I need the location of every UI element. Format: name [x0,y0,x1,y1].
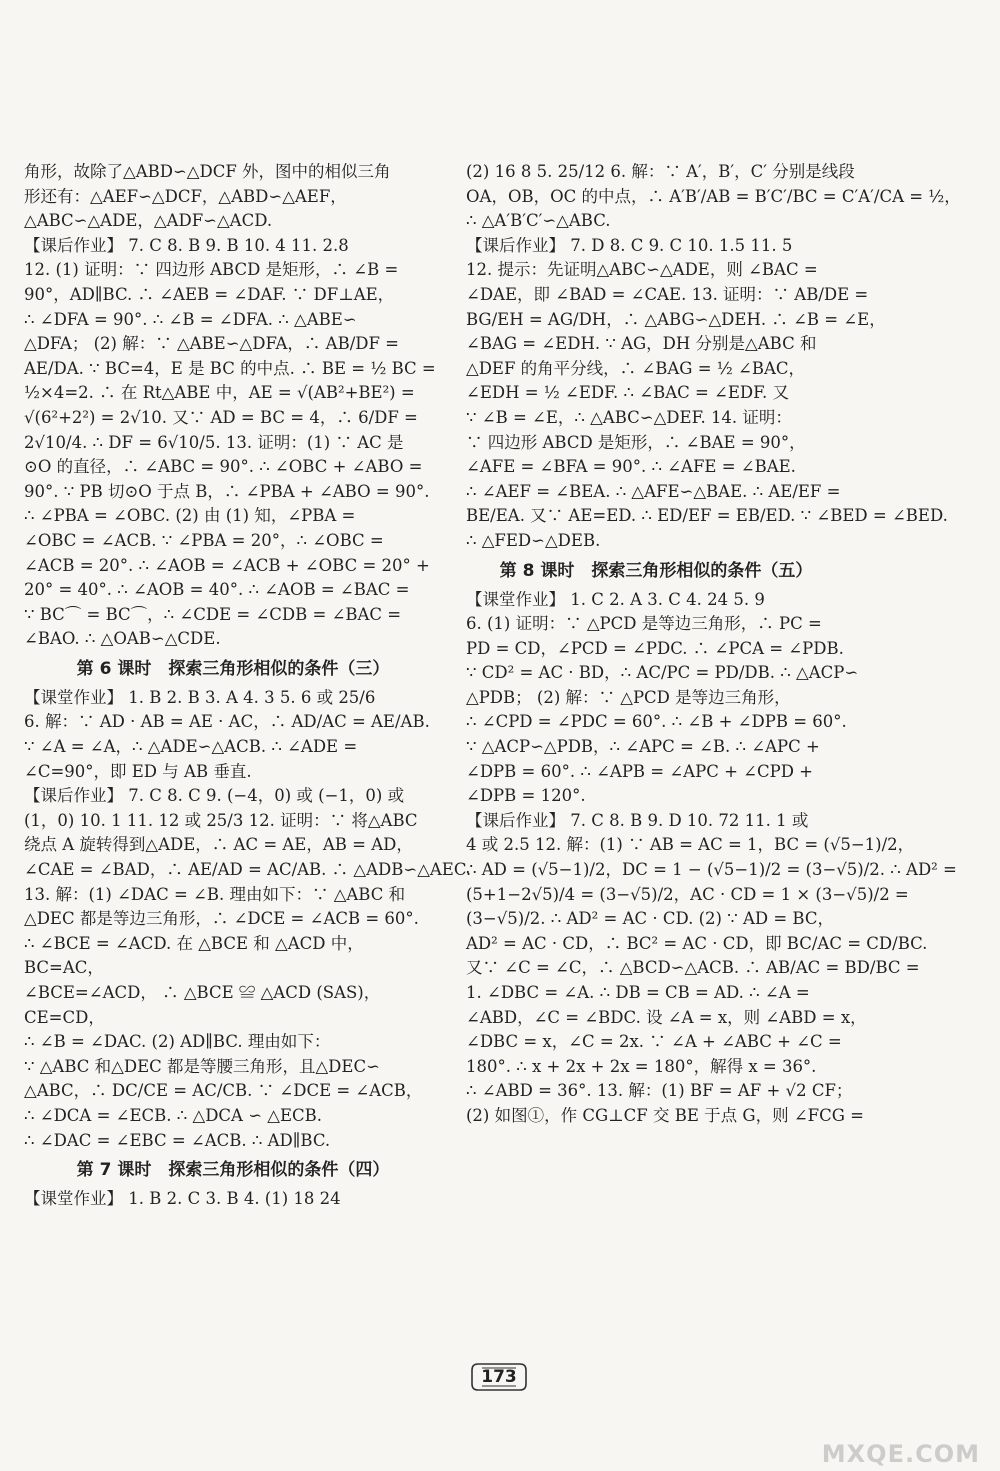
text-line: ∴ ∠CPD = ∠PDC = 60°. ∴ ∠B + ∠DPB = 60°. [466,712,847,732]
section-heading: 第 6 课时 探索三角形相似的条件（三） [76,658,390,679]
page-number-badge [470,1362,528,1392]
text-line: AD² = AC · CD，∴ BC² = AC · CD，即 BC/AC = CD/BC. [466,933,928,953]
text-line: 90°. ∵ PB 切⊙O 于点 B，∴ ∠PBA + ∠ABO = 90°. [24,481,430,501]
text-line: 13. 解：(1) ∠DAC = ∠B. 理由如下：∵ △ABC 和 [24,884,406,904]
text-line: 6. 解：∵ AD · AB = AE · AC，∴ AD/AC = AE/AB. [24,712,430,732]
text-line: ∠DPB = 120°. [466,786,586,806]
text-line: ∴ ∠DCA = ∠ECB. ∴ △DCA ∽ △ECB. [24,1105,323,1125]
text-line: ½×4=2. ∴ 在 Rt△ABE 中，AE = √(AB²+BE²) = [24,383,415,403]
watermark-text: MXQE.COM [821,1440,980,1468]
text-line: 【课后作业】 7. C 8. B 9. B 10. 4 11. 2.8 [24,235,349,255]
left-column [24,160,472,1212]
text-line: OA，OB，OC 的中点，∴ A′B′/AB = B′C′/BC = C′A′/CA = ½， [466,186,961,206]
text-line: 【课堂作业】 1. B 2. C 3. B 4. (1) 18 24 [24,1189,341,1209]
text-line: 12. (1) 证明：∵ 四边形 ABCD 是矩形，∴ ∠B = [24,260,399,280]
text-line: ∵ △ABC 和△DEC 都是等腰三角形，且△DEC∽ [24,1056,380,1076]
text-line: ∴ ∠B = ∠DAC. (2) AD∥BC. 理由如下： [24,1032,331,1052]
text-line: ∠CAE = ∠BAD，∴ AE/AD = AC/AB. ∴ △ADB∽△AEC. [24,860,472,880]
text-line: √(6²+2²) = 2√10. 又∵ AD = BC = 4，∴ 6/DF = [24,407,418,427]
text-line: ∠OBC = ∠ACB. ∵ ∠PBA = 20°，∴ ∠OBC = [24,530,384,550]
text-line: 【课堂作业】 1. C 2. A 3. C 4. 24 5. 9 [466,589,765,609]
text-line: (2) 如图①，作 CG⊥CF 交 BE 于点 G，则 ∠FCG = [466,1105,864,1125]
text-line: ∠EDH = ½ ∠EDF. ∴ ∠BAC = ∠EDF. 又 [466,383,790,403]
text-line: △ABC∽△ADE，△ADF∽△ACD. [24,211,273,231]
text-line: 【课堂作业】 1. B 2. B 3. A 4. 3 5. 6 或 25/6 [24,687,376,707]
text-line: (2) 16 8 5. 25/12 6. 解：∵ A′，B′，C′ 分别是线段 [466,162,855,181]
text-line: 6. (1) 证明：∵ △PCD 是等边三角形，∴ PC = [466,614,822,634]
text-line: ∵ CD² = AC · BD，∴ AC/PC = PD/DB. ∴ △ACP∽ [466,663,859,683]
text-line: 12. 提示：先证明△ABC∽△ADE，则 ∠BAC = [466,260,818,280]
text-line: AE/DA. ∵ BC=4，E 是 BC 的中点. ∴ BE = ½ BC = [24,358,436,378]
text-line: ∵ △ACP∽△PDB，∴ ∠APC = ∠B. ∴ ∠APC + [466,737,820,757]
text-line: 90°，AD∥BC. ∴ ∠AEB = ∠DAF. ∵ DF⊥AE， [24,284,395,304]
text-line: ∴ ∠DAC = ∠EBC = ∠ACB. ∴ AD∥BC. [24,1130,331,1150]
text-line: ∴ ∠AEF = ∠BEA. ∴ △AFE∽△BAE. ∴ AE/EF = [466,481,841,501]
text-line: ∠BAO. ∴ △OAB∽△CDE. [24,629,221,649]
text-line: 角形，故除了△ABD∽△DCF 外，图中的相似三角 [24,162,391,181]
text-line: ∴ ∠DFA = 90°. ∴ ∠B = ∠DFA. ∴ △ABE∽ [24,309,357,329]
text-line: BE/EA. 又∵ AE=ED. ∴ ED/EF = EB/ED. ∵ ∠BED = ∠BED. [466,506,948,526]
text-line: ∵ ∠B = ∠E，∴ △ABC∽△DEF. 14. 证明： [466,407,792,427]
text-line: ∴ △FED∽△DEB. [466,530,601,550]
text-line: △DFA； (2) 解：∵ △ABE∽△DFA，∴ AB/DF = [24,334,399,354]
text-line: ∴ ∠PBA = ∠OBC. (2) 由 (1) 知，∠PBA = [24,506,356,526]
text-line: ∴ △A′B′C′∽△ABC. [466,211,611,231]
text-line: ∠BCE=∠ACD， ∴ △BCE ≌ △ACD (SAS)， [24,983,381,1002]
text-line: △PDB； (2) 解：∵ △PCD 是等边三角形， [466,687,791,707]
text-line: ∠C=90°，即 ED 与 AB 垂直. [24,761,252,781]
text-line: 绕点 A 旋转得到△ADE，∴ AC = AE，AB = AD， [24,835,413,855]
text-line: 4 或 2.5 12. 解：(1) ∵ AB = AC = 1，BC = (√5−1)/2， [466,835,915,855]
text-line: 2√10/4. ∴ DF = 6√10/5. 13. 证明：(1) ∵ AC 是 [24,432,404,452]
text-line: 1. ∠DBC = ∠A. ∴ DB = CB = AD. ∴ ∠A = [466,983,810,1002]
text-line: ⊙O 的直径，∴ ∠ABC = 90°. ∴ ∠OBC + ∠ABO = [24,457,423,477]
right-column [466,160,961,1129]
text-line: 【课后作业】 7. C 8. C 9. (−4，0) 或 (−1，0) 或 [24,786,405,806]
text-line: ∵ 四边形 ABCD 是矩形，∴ ∠BAE = 90°， [466,432,806,452]
text-line: 20° = 40°. ∴ ∠AOB = 40°. ∴ ∠AOB = ∠BAC = [24,580,410,600]
text-line: △DEF 的角平分线，∴ ∠BAG = ½ ∠BAC， [466,358,805,378]
text-line: ∴ ∠ABD = 36°. 13. 解：(1) BF = AF + √2 CF； [466,1081,853,1101]
text-line: △ABC，∴ DC/CE = AC/CB. ∵ ∠DCE = ∠ACB， [24,1081,423,1101]
watermark [760,1410,980,1468]
text-line: ∴ ∠BCE = ∠ACD. 在 △BCE 和 △ACD 中， [24,933,364,953]
text-line: ∴ AD = (√5−1)/2，DC = 1 − (√5−1)/2 = (3−√5)/2. ∴ AD² = [466,860,957,880]
text-line: CE=CD， [24,1007,105,1027]
text-line: ∵ BC⌒ = BC⌒，∴ ∠CDE = ∠CDB = ∠BAC = [24,604,402,624]
page-number: 173 [481,1367,517,1387]
text-line: 【课后作业】 7. C 8. B 9. D 10. 72 11. 1 或 [466,810,809,830]
text-line: ∠DBC = x，∠C = 2x. ∵ ∠A + ∠ABC + ∠C = [466,1032,842,1052]
text-line: BC=AC， [24,958,104,978]
section-heading: 第 8 课时 探索三角形相似的条件（五） [499,560,813,581]
text-line: 【课后作业】 7. D 8. C 9. C 10. 1.5 11. 5 [466,235,793,255]
text-line: ∠DPB = 60°. ∴ ∠APB = ∠APC + ∠CPD + [466,761,813,781]
text-line: (5+1−2√5)/4 = (3−√5)/2，AC · CD = 1 × (3−√5)/2 = [466,884,909,904]
text-line: 又∵ ∠C = ∠C，∴ △BCD∽△ACB. ∴ AB/AC = BD/BC = [466,958,920,978]
text-line: ∠ABD，∠C = ∠BDC. 设 ∠A = x，则 ∠ABD = x， [466,1007,867,1027]
text-line: ∠BAG = ∠EDH. ∵ AG，DH 分别是△ABC 和 [466,334,817,354]
text-line: ∠DAE，即 ∠BAD = ∠CAE. 13. 证明：∵ AB/DE = [466,284,869,304]
text-line: PD = CD，∠PCD = ∠PDC. ∴ ∠PCA = ∠PDB. [466,638,844,658]
text-line: ∠AFE = ∠BFA = 90°. ∴ ∠AFE = ∠BAE. [466,457,796,477]
text-line: BG/EH = AG/DH，∴ △ABG∽△DEH. ∴ ∠B = ∠E， [466,309,886,329]
text-line: △DEC 都是等边三角形，∴ ∠DCE = ∠ACB = 60°. [24,909,419,929]
text-line: ∠ACB = 20°. ∴ ∠AOB = ∠ACB + ∠OBC = 20° + [24,555,430,575]
text-line: (1，0) 10. 1 11. 12 或 25/3 12. 证明：∵ 将△ABC [24,810,418,830]
text-line: 180°. ∴ x + 2x + 2x = 180°，解得 x = 36°. [466,1056,817,1076]
text-line: 形还有：△AEF∽△DCF，△ABD∽△AEF， [24,186,347,206]
section-heading: 第 7 课时 探索三角形相似的条件（四） [76,1160,390,1181]
text-line: (3−√5)/2. ∴ AD² = AC · CD. (2) ∵ AD = BC， [466,909,834,929]
text-line: ∵ ∠A = ∠A，∴ △ADE∽△ACB. ∴ ∠ADE = [24,737,358,757]
